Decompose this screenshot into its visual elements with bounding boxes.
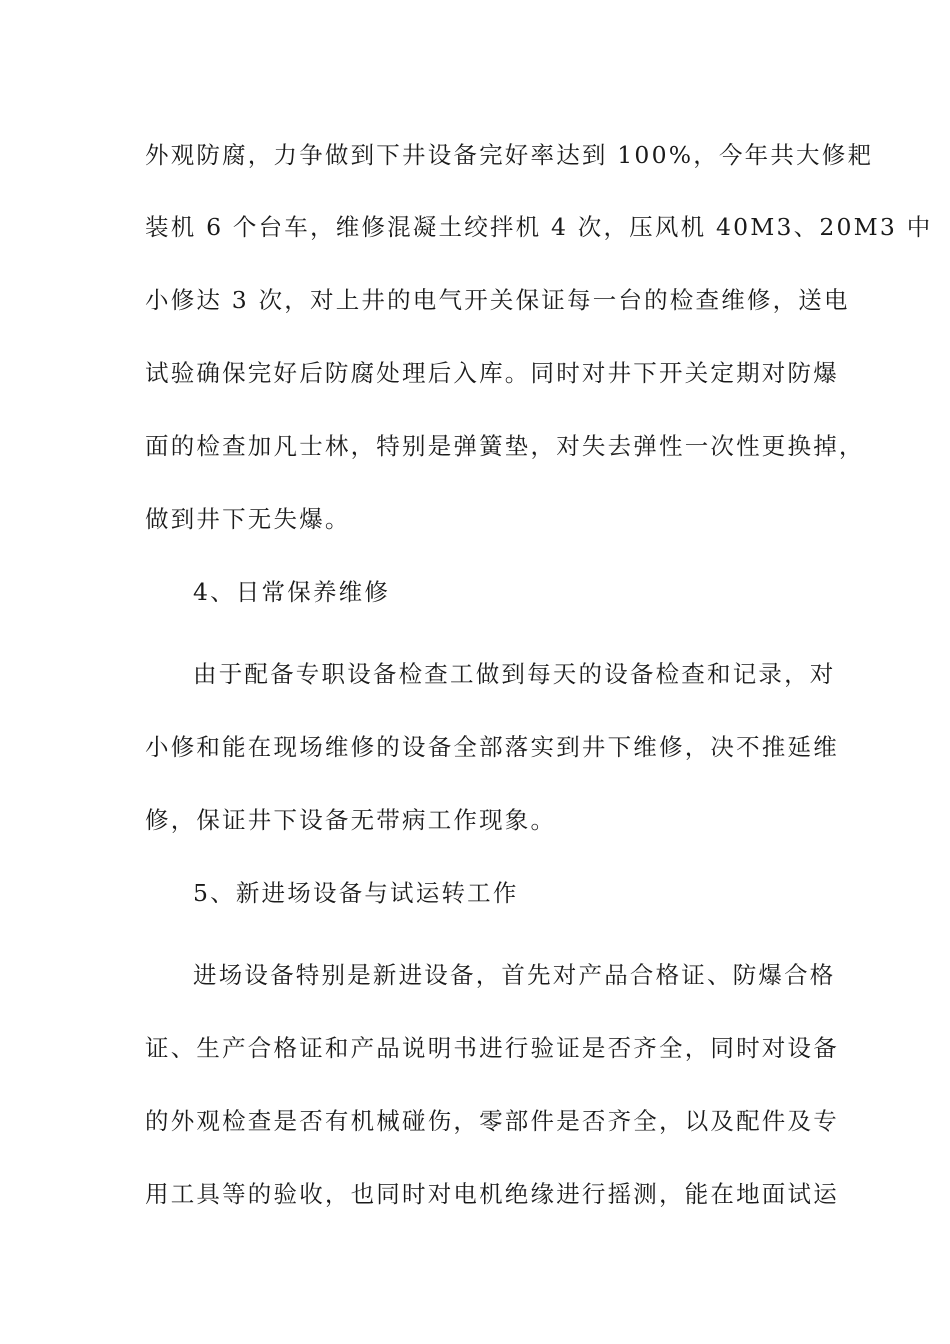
paragraph-line: 修，保证井下设备无带病工作现象。 [145, 806, 557, 834]
paragraph-line: 证、生产合格证和产品说明书进行验证是否齐全，同时对设备 [145, 1034, 839, 1062]
paragraph-line: 小修达 3 次，对上井的电气开关保证每一台的检查维修，送电 [145, 286, 850, 314]
paragraph-line: 外观防腐，力争做到下井设备完好率达到 100%，今年共大修耙 [145, 141, 874, 169]
section-heading: 5、新进场设备与试运转工作 [193, 879, 519, 907]
paragraph-line: 用工具等的验收，也同时对电机绝缘进行摇测，能在地面试运 [145, 1180, 839, 1208]
paragraph-line: 试验确保完好后防腐处理后入库。同时对井下开关定期对防爆 [145, 359, 839, 387]
paragraph-line: 面的检查加凡士林，特别是弹簧垫，对失去弹性一次性更换掉， [145, 432, 865, 460]
paragraph-line: 做到井下无失爆。 [145, 505, 351, 533]
paragraph-line: 装机 6 个台车，维修混凝土绞拌机 4 次，压风机 40M3、20M3 中 [145, 213, 933, 241]
section-heading: 4、日常保养维修 [193, 578, 391, 606]
paragraph-line: 的外观检查是否有机械碰伤，零部件是否齐全，以及配件及专 [145, 1107, 839, 1135]
paragraph-line: 由于配备专职设备检查工做到每天的设备检查和记录，对 [193, 660, 836, 688]
paragraph-line: 进场设备特别是新进设备，首先对产品合格证、防爆合格 [193, 961, 836, 989]
paragraph-line: 小修和能在现场维修的设备全部落实到井下维修，决不推延维 [145, 733, 839, 761]
